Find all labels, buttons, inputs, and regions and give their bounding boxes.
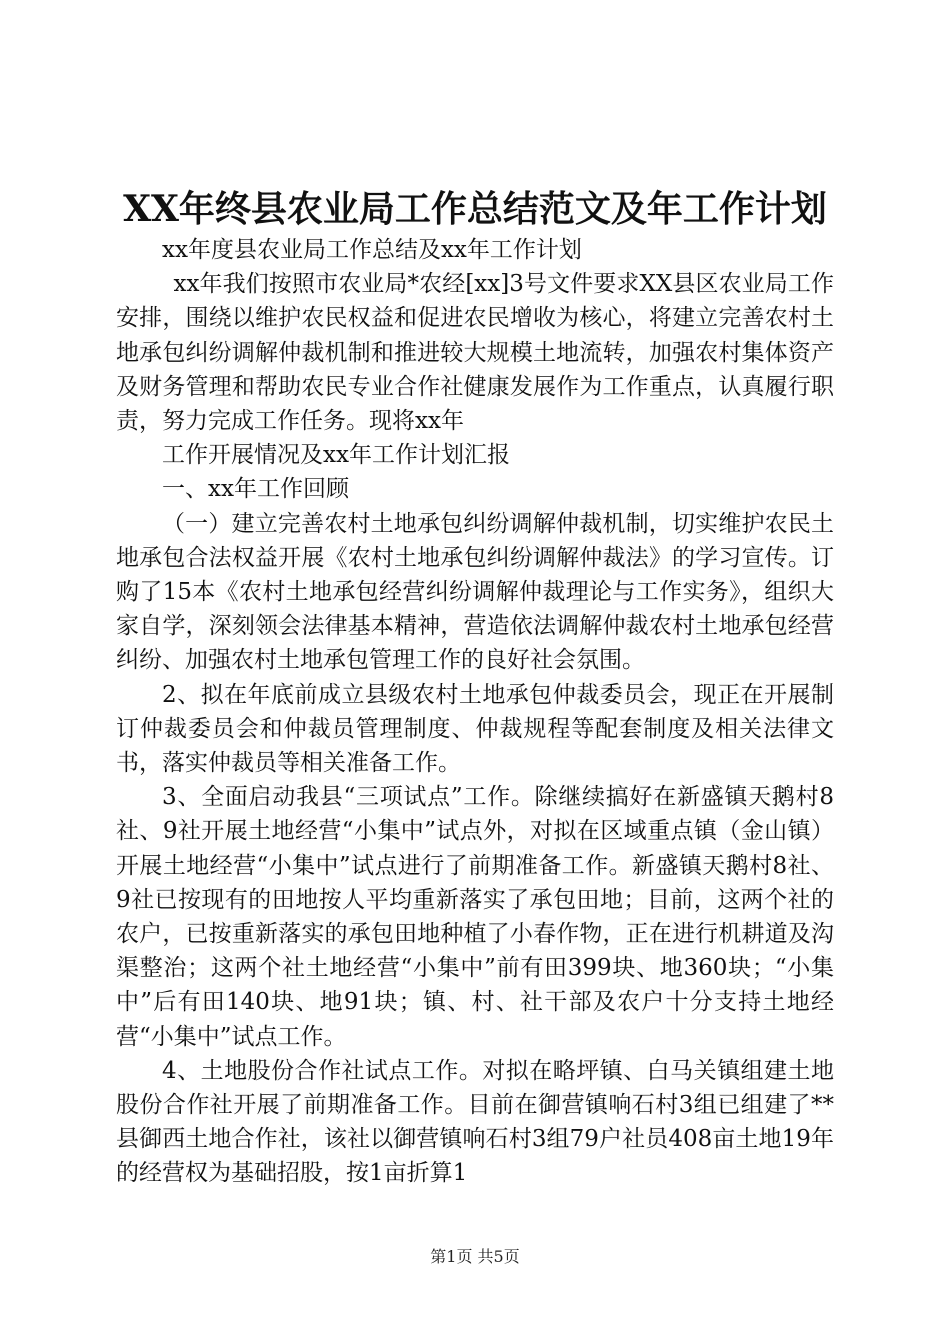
document-body: [116, 233, 834, 1191]
intro-paragraph: xx年我们按照市农业局*农经[xx]3号文件要求XX县区农业局工作安排，围绕以维护农民权益和促进农民增收为核心，将建立完善农村土地承包纠纷调解仲裁机制和推进较大规模土地流转，加强农村集体资产及财务管理和帮助农民专业合作社健康发展作为工作重点，认真履行职责，努力完成工作任务。现将xx年: [116, 271, 834, 435]
subtitle-paragraph: xx年度县农业局工作总结及xx年工作计划: [162, 237, 582, 263]
section-heading: 一、xx年工作回顾: [162, 476, 349, 503]
item-3-paragraph: 3、全面启动我县“三项试点”工作。除继续搞好在新盛镇天鹅村8社、9社开展土地经营“小集中”试点外，对拟在区域重点镇（金山镇）开展土地经营“小集中”试点进行了前期准备工作。新盛镇天鹅村8社、9社已按现有的田地按人平均重新落实了承包田地；目前，这两个社的农户，已按重新落实的承包田地种植了小春作物，正在进行机耕道及沟渠整治；这两个社土地经营“小集中”前有田399块、地360块；“小集中”后有田140块、地91块；镇、村、社干部及农户十分支持土地经营“小集中”试点工作。: [116, 784, 834, 1050]
document-title: XX年终县农业局工作总结范文及年工作计划: [123, 188, 827, 230]
item-2-paragraph: 2、拟在年底前成立县级农村土地承包仲裁委员会，现正在开展制订仲裁委员会和仲裁员管理制度、仲裁规程等配套制度及相关法律文书，落实仲裁员等相关准备工作。: [116, 681, 834, 777]
report-heading-paragraph: 工作开展情况及xx年工作计划汇报: [162, 442, 510, 469]
item-4-paragraph: 4、土地股份合作社试点工作。对拟在略坪镇、白马关镇组建土地股份合作社开展了前期准备工作。目前在御营镇响石村3组已组建了**县御西土地合作社，该社以御营镇响石村3组79户社员408亩土地19年的经营权为基础招股，按1亩折算1: [116, 1057, 834, 1187]
page-number-footer: 第1页 共5页: [430, 1247, 520, 1266]
item-1-paragraph: （一）建立完善农村土地承包纠纷调解仲裁机制，切实维护农民土地承包合法权益开展《农村土地承包纠纷调解仲裁法》的学习宣传。订购了15本《农村土地承包经营纠纷调解仲裁理论与工作实务》，组织大家自学，深刻领会法律基本精神，营造依法调解仲裁农村土地承包经营纠纷、加强农村土地承包管理工作的良好社会氛围。: [116, 510, 834, 674]
